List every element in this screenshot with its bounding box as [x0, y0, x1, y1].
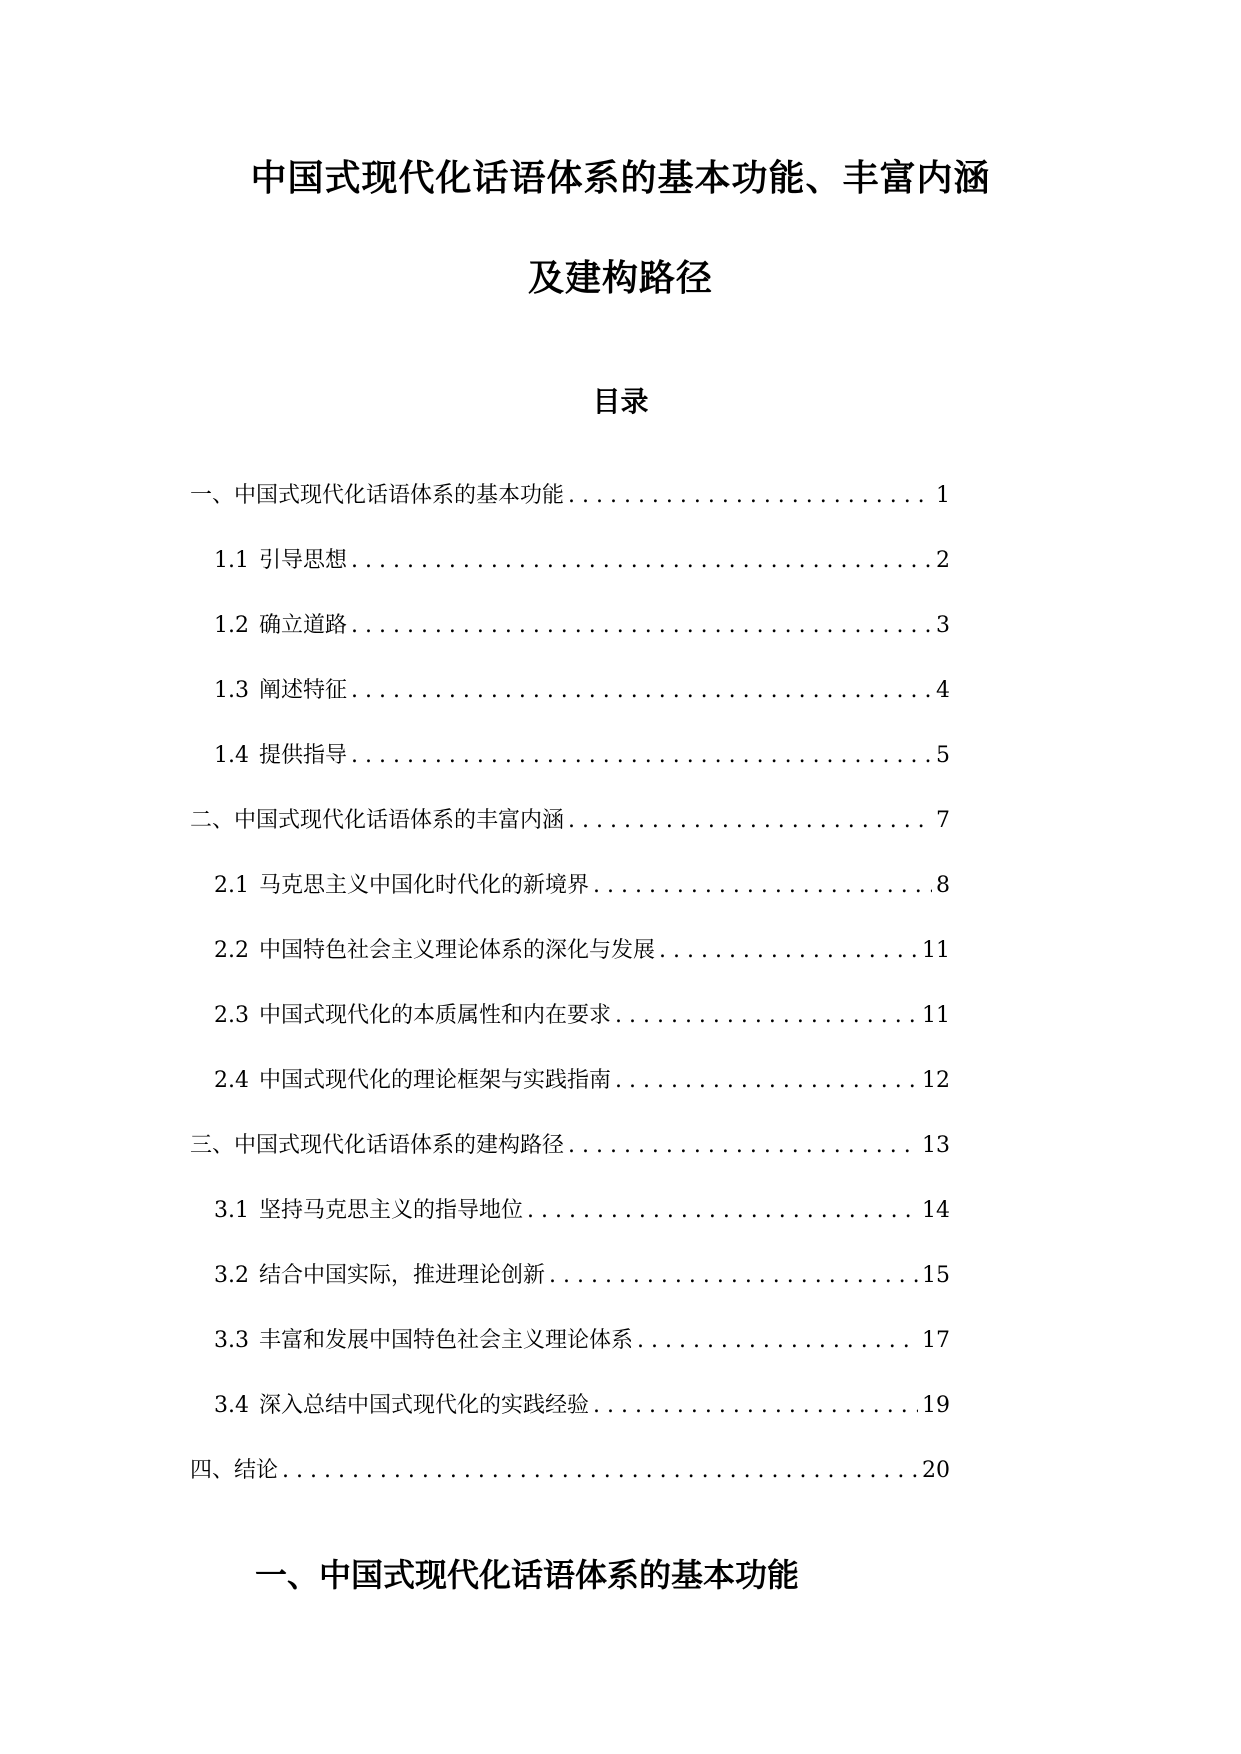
toc-entry-text: 结合中国实际，推进理论创新 [259, 1263, 546, 1288]
toc-entry-label [214, 610, 347, 642]
toc-entry-label [214, 1260, 545, 1292]
toc-entry[interactable] [190, 675, 950, 740]
toc-leader-dots [659, 935, 918, 967]
toc-entry-page: 15 [922, 1263, 950, 1288]
toc-leader-dots [568, 480, 932, 512]
toc-entry-page: 13 [922, 1133, 950, 1158]
toc-entry-page: 12 [922, 1068, 950, 1093]
toc-entry[interactable] [190, 545, 950, 610]
toc-entry-page: 11 [922, 1003, 950, 1028]
toc-entry-number: 1.4 [214, 743, 249, 768]
toc-entry-page: 3 [936, 613, 950, 638]
toc-entry-page: 19 [922, 1393, 950, 1418]
toc-entry-text: 中国式现代化的本质属性和内在要求 [259, 1003, 612, 1028]
toc-entry-text: 提供指导 [259, 743, 348, 768]
toc-entry-label [214, 935, 655, 967]
toc-leader-dots [282, 1455, 918, 1487]
toc-entry-text: 马克思主义中国化时代化的新境界 [259, 873, 590, 898]
toc-entry[interactable] [190, 805, 950, 870]
toc-leader-dots [351, 740, 932, 772]
toc-entry-label [214, 545, 347, 577]
toc-entry-text: 中国式现代化的理论框架与实践指南 [259, 1068, 612, 1093]
toc-entry-page: 11 [922, 938, 950, 963]
toc-entry[interactable] [190, 610, 950, 675]
document-title-line-2: 及建构路径 [527, 257, 713, 299]
toc-leader-dots [568, 1130, 918, 1162]
toc-entry-page: 14 [922, 1198, 950, 1223]
toc-entry[interactable] [190, 480, 950, 545]
toc-entry-label [214, 1195, 523, 1227]
toc-leader-dots [351, 610, 932, 642]
toc-entry[interactable] [190, 870, 950, 935]
toc-entry-label [214, 1065, 611, 1097]
toc-leader-dots [549, 1260, 918, 1292]
toc-entry-page: 2 [936, 548, 950, 573]
toc-entry-number: 2.4 [214, 1068, 249, 1093]
toc-entry-text: 深入总结中国式现代化的实践经验 [259, 1393, 590, 1418]
toc-entry-number: 3.2 [214, 1263, 249, 1288]
toc-entry[interactable] [190, 1130, 950, 1195]
toc-leader-dots [593, 1390, 918, 1422]
toc-entry[interactable] [190, 1325, 950, 1390]
toc-entry-number: 1.1 [214, 548, 249, 573]
toc-entry-number: 2.1 [214, 873, 249, 898]
toc-entry-number: 3.3 [214, 1328, 249, 1353]
toc-leader-dots [593, 870, 932, 902]
toc-leader-dots [527, 1195, 918, 1227]
toc-entry-label [214, 870, 589, 902]
toc-leader-dots [568, 805, 932, 837]
toc-entry[interactable] [190, 1195, 950, 1260]
toc-entry-text: 阐述特征 [259, 678, 348, 703]
toc-entry-number: 1.2 [214, 613, 249, 638]
toc-entry-number: 2.3 [214, 1003, 249, 1028]
toc-entry[interactable] [190, 1065, 950, 1130]
toc-entry[interactable] [190, 740, 950, 805]
toc-entry-text: 中国特色社会主义理论体系的深化与发展 [259, 938, 656, 963]
toc-leader-dots [615, 1065, 918, 1097]
toc-entry-label: 一、中国式现代化话语体系的基本功能 [190, 483, 565, 508]
toc-leader-dots [637, 1325, 918, 1357]
toc-entry-page: 4 [936, 678, 950, 703]
toc-entry[interactable] [190, 1390, 950, 1455]
toc-entry[interactable] [190, 935, 950, 1000]
toc-entry-number: 3.1 [214, 1198, 249, 1223]
toc-entry-label: 四、结论 [190, 1458, 279, 1483]
toc-entry-label [214, 1000, 611, 1032]
table-of-contents [190, 480, 950, 1520]
toc-entry-label: 二、中国式现代化话语体系的丰富内涵 [190, 808, 565, 833]
document-title-line-1: 中国式现代化话语体系的基本功能、丰富内涵 [250, 157, 991, 199]
toc-entry-label: 三、中国式现代化话语体系的建构路径 [190, 1133, 565, 1158]
toc-heading: 目录 [592, 385, 649, 418]
toc-entry-text: 引导思想 [259, 548, 348, 573]
toc-entry[interactable] [190, 1000, 950, 1065]
toc-entry-number: 1.3 [214, 678, 249, 703]
toc-entry-label [214, 740, 347, 772]
toc-entry[interactable] [190, 1455, 950, 1520]
toc-leader-dots [351, 545, 932, 577]
toc-entry-page: 17 [922, 1328, 950, 1353]
toc-entry-number: 2.2 [214, 938, 249, 963]
toc-entry-page: 8 [936, 873, 950, 898]
section-heading: 一、中国式现代化话语体系的基本功能 [255, 1556, 800, 1594]
toc-entry-number: 3.4 [214, 1393, 249, 1418]
toc-entry-page: 5 [936, 743, 950, 768]
toc-entry-text: 坚持马克思主义的指导地位 [259, 1198, 524, 1223]
toc-leader-dots [351, 675, 932, 707]
toc-entry-text: 丰富和发展中国特色社会主义理论体系 [259, 1328, 634, 1353]
toc-entry-page: 20 [922, 1458, 950, 1483]
toc-entry-label [214, 1325, 633, 1357]
toc-entry-label [214, 1390, 589, 1422]
toc-entry-page: 7 [936, 808, 950, 833]
toc-entry-text: 确立道路 [259, 613, 348, 638]
toc-leader-dots [615, 1000, 918, 1032]
toc-entry[interactable] [190, 1260, 950, 1325]
toc-entry-label [214, 675, 347, 707]
toc-entry-page: 1 [936, 483, 950, 508]
